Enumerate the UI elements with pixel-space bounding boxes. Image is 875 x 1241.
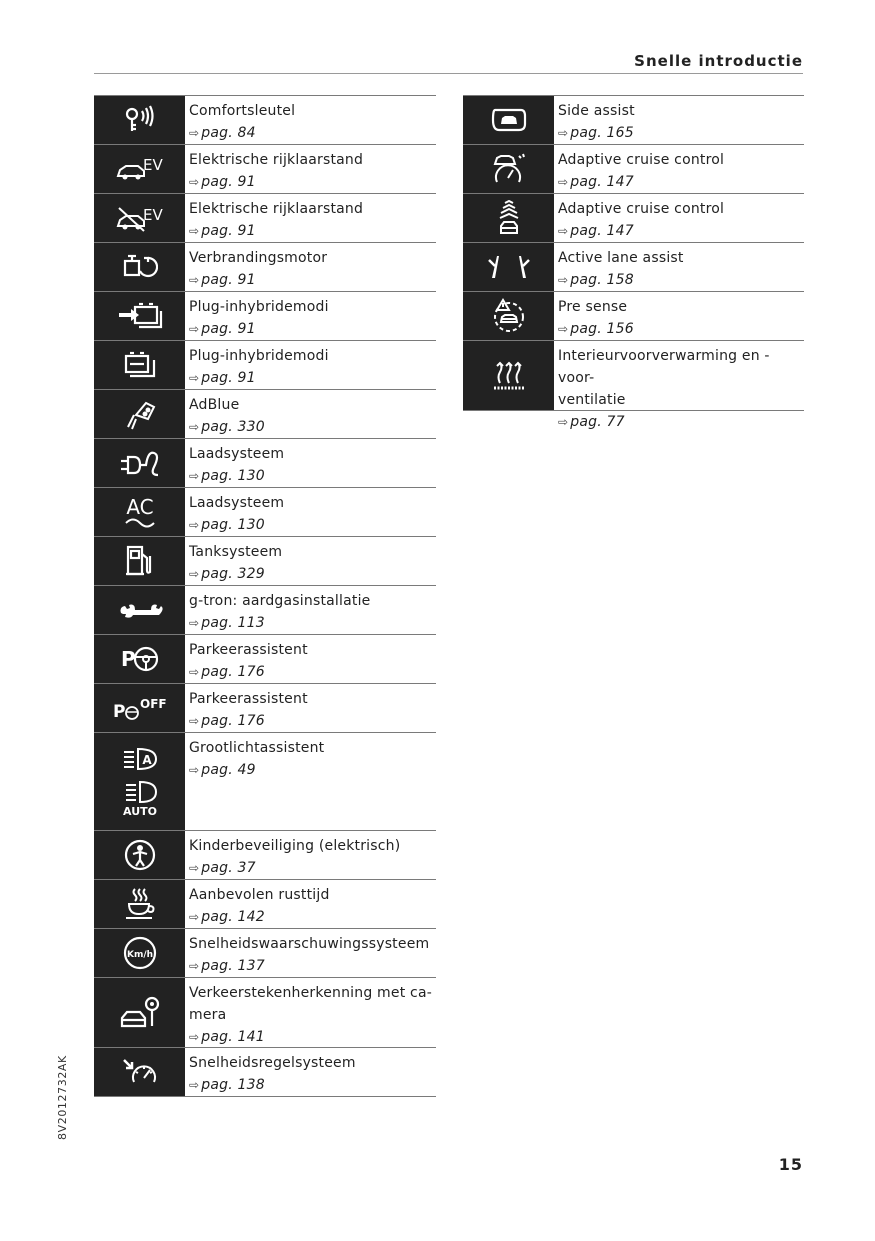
page-reference[interactable]: ⇨ pag. 91 xyxy=(189,370,256,386)
page-reference[interactable]: ⇨ pag. 84 xyxy=(189,125,256,141)
row-title: Plug-inhybridemodi xyxy=(189,299,329,315)
park-assist-icon xyxy=(94,635,185,683)
row-title: Grootlichtassistent xyxy=(189,740,325,756)
ev-car-off-icon xyxy=(94,194,185,242)
arrow-right-icon: ⇨ xyxy=(189,518,200,532)
row-title: Verkeerstekenherkenning met ca- xyxy=(189,985,432,1001)
page-reference[interactable]: ⇨ pag. 49 xyxy=(189,762,256,778)
row-title: Aanbevolen rusttijd xyxy=(189,887,330,903)
side-assist-icon xyxy=(463,96,554,144)
arrow-right-icon: ⇨ xyxy=(189,371,200,385)
svg-text:EV: EV xyxy=(142,156,163,174)
page-reference[interactable]: ⇨ pag. 113 xyxy=(189,615,265,631)
table-row xyxy=(94,144,436,193)
row-title: Laadsysteem xyxy=(189,446,285,462)
table-row xyxy=(94,291,436,340)
page-reference[interactable]: ⇨ pag. 147 xyxy=(558,174,634,190)
page-reference[interactable]: ⇨ pag. 91 xyxy=(189,321,256,337)
table-row xyxy=(94,438,436,487)
page-reference[interactable]: ⇨ pag. 130 xyxy=(189,517,265,533)
page-reference[interactable]: ⇨ pag. 91 xyxy=(189,174,256,190)
park-assist-off-icon xyxy=(94,684,185,732)
arrow-right-icon: ⇨ xyxy=(189,616,200,630)
table-row xyxy=(94,487,436,536)
row-title: g-tron: aardgasinstallatie xyxy=(189,593,371,609)
row-title: Interieurvoorverwarming en -voor- xyxy=(558,348,770,386)
table-row xyxy=(463,242,804,291)
row-title: Snelheidsregelsysteem xyxy=(189,1055,356,1071)
battery-icon xyxy=(94,341,185,389)
table-row xyxy=(94,536,436,585)
table-row xyxy=(94,928,436,977)
arrow-right-icon: ⇨ xyxy=(558,322,569,336)
row-title: Adaptive cruise control xyxy=(558,201,725,217)
row-title-continuation: ventilatie xyxy=(558,392,626,408)
row-title: Side assist xyxy=(558,103,635,119)
page-reference[interactable]: ⇨ pag. 176 xyxy=(189,664,265,680)
row-title: Verbrandingsmotor xyxy=(189,250,328,266)
page-header-title: Snelle introductie xyxy=(634,52,803,70)
svg-text:P: P xyxy=(120,647,136,671)
charging-plug-icon xyxy=(94,439,185,487)
document-code: 8V2012732AK xyxy=(56,1055,69,1140)
traffic-sign-camera-icon xyxy=(94,978,185,1047)
table-row xyxy=(463,193,804,242)
header-divider xyxy=(94,73,803,74)
arrow-right-icon: ⇨ xyxy=(189,910,200,924)
svg-text:AC: AC xyxy=(125,495,154,519)
table-row xyxy=(94,242,436,291)
row-title-continuation: mera xyxy=(189,1007,227,1023)
table-row xyxy=(94,95,436,144)
page-reference[interactable]: ⇨ pag. 130 xyxy=(189,468,265,484)
page-reference[interactable]: ⇨ pag. 158 xyxy=(558,272,634,288)
remote-key-icon xyxy=(94,96,185,144)
row-title: Snelheidswaarschuwingssysteem xyxy=(189,936,430,952)
page-number: 15 xyxy=(778,1155,803,1174)
page-reference[interactable]: ⇨ pag. 147 xyxy=(558,223,634,239)
table-row xyxy=(94,634,436,683)
pre-sense-icon xyxy=(463,292,554,340)
adblue-icon xyxy=(94,390,185,438)
page-reference[interactable]: ⇨ pag. 77 xyxy=(558,414,625,430)
battery-charge-icon xyxy=(94,292,185,340)
interior-heating-icon xyxy=(463,341,554,410)
table-row xyxy=(94,585,436,634)
svg-text:P: P xyxy=(112,702,125,721)
arrow-right-icon: ⇨ xyxy=(189,714,200,728)
page-reference[interactable]: ⇨ pag. 165 xyxy=(558,125,634,141)
arrow-right-icon: ⇨ xyxy=(558,224,569,238)
row-title: Active lane assist xyxy=(558,250,684,266)
page-reference[interactable]: ⇨ pag. 141 xyxy=(189,1029,265,1045)
arrow-right-icon: ⇨ xyxy=(189,959,200,973)
ac-charging-icon xyxy=(94,488,185,536)
row-title: Comfortsleutel xyxy=(189,103,296,119)
table-row xyxy=(463,144,804,193)
arrow-right-icon: ⇨ xyxy=(558,175,569,189)
arrow-right-icon: ⇨ xyxy=(558,126,569,140)
row-title: Parkeerassistent xyxy=(189,691,308,707)
row-title: Pre sense xyxy=(558,299,628,315)
page-reference[interactable]: ⇨ pag. 142 xyxy=(189,909,265,925)
arrow-right-icon: ⇨ xyxy=(189,665,200,679)
svg-text:A: A xyxy=(141,752,152,767)
row-title: Tanksysteem xyxy=(189,544,283,560)
table-row xyxy=(94,830,436,879)
high-beam-assist-icon xyxy=(94,733,185,830)
cruise-control-icon xyxy=(94,1048,185,1096)
arrow-right-icon: ⇨ xyxy=(189,224,200,238)
arrow-right-icon: ⇨ xyxy=(189,420,200,434)
row-title: Kinderbeveiliging (elektrisch) xyxy=(189,838,401,854)
arrow-right-icon: ⇨ xyxy=(189,469,200,483)
row-title: Plug-inhybridemodi xyxy=(189,348,329,364)
page-reference[interactable]: ⇨ pag. 137 xyxy=(189,958,265,974)
page-reference[interactable]: ⇨ pag. 176 xyxy=(189,713,265,729)
page-reference[interactable]: ⇨ pag. 138 xyxy=(189,1077,265,1093)
coffee-cup-icon xyxy=(94,880,185,928)
lane-assist-icon xyxy=(463,243,554,291)
page-reference[interactable]: ⇨ pag. 329 xyxy=(189,566,265,582)
arrow-right-icon: ⇨ xyxy=(189,126,200,140)
row-title: Laadsysteem xyxy=(189,495,285,511)
svg-text:AUTO: AUTO xyxy=(122,804,157,817)
table-row xyxy=(463,291,804,340)
page-reference[interactable]: ⇨ pag. 156 xyxy=(558,321,634,337)
arrow-right-icon: ⇨ xyxy=(189,273,200,287)
table-row xyxy=(94,340,436,389)
fuel-pump-icon xyxy=(94,537,185,585)
table-row xyxy=(94,683,436,732)
high-beam-a-icon xyxy=(122,747,158,771)
right-indicator-table xyxy=(463,95,804,430)
left-indicator-table xyxy=(94,95,436,1097)
child-lock-icon xyxy=(94,831,185,879)
combustion-engine-icon xyxy=(94,243,185,291)
page-reference[interactable]: ⇨ pag. 330 xyxy=(189,419,265,435)
page-reference[interactable]: ⇨ pag. 91 xyxy=(189,223,256,239)
row-title: Parkeerassistent xyxy=(189,642,308,658)
arrow-right-icon: ⇨ xyxy=(189,322,200,336)
page-reference[interactable]: ⇨ pag. 91 xyxy=(189,272,256,288)
adaptive-cruise-icon xyxy=(463,145,554,193)
adaptive-cruise-distance-icon xyxy=(463,194,554,242)
arrow-right-icon: ⇨ xyxy=(189,567,200,581)
svg-text:OFF: OFF xyxy=(139,697,167,711)
ev-car-icon xyxy=(94,145,185,193)
arrow-right-icon: ⇨ xyxy=(189,763,200,777)
table-row xyxy=(94,732,436,830)
svg-text:Km/h: Km/h xyxy=(126,950,153,960)
speed-warning-icon xyxy=(94,929,185,977)
high-beam-auto-icon xyxy=(120,781,160,817)
table-row xyxy=(94,1047,436,1097)
table-row xyxy=(94,389,436,438)
arrow-right-icon: ⇨ xyxy=(189,861,200,875)
row-title: Elektrische rijklaarstand xyxy=(189,152,364,168)
svg-text:EV: EV xyxy=(142,206,163,224)
row-title: Adaptive cruise control xyxy=(558,152,725,168)
arrow-right-icon: ⇨ xyxy=(558,415,569,429)
row-title: Elektrische rijklaarstand xyxy=(189,201,364,217)
table-row xyxy=(94,193,436,242)
table-row xyxy=(94,879,436,928)
page-reference[interactable]: ⇨ pag. 37 xyxy=(189,860,256,876)
arrow-right-icon: ⇨ xyxy=(189,175,200,189)
arrow-right-icon: ⇨ xyxy=(189,1030,200,1044)
wrench-icon xyxy=(94,586,185,634)
table-row xyxy=(463,340,804,430)
table-row xyxy=(463,95,804,144)
table-row xyxy=(94,977,436,1047)
arrow-right-icon: ⇨ xyxy=(558,273,569,287)
arrow-right-icon: ⇨ xyxy=(189,1078,200,1092)
row-title: AdBlue xyxy=(189,397,240,413)
